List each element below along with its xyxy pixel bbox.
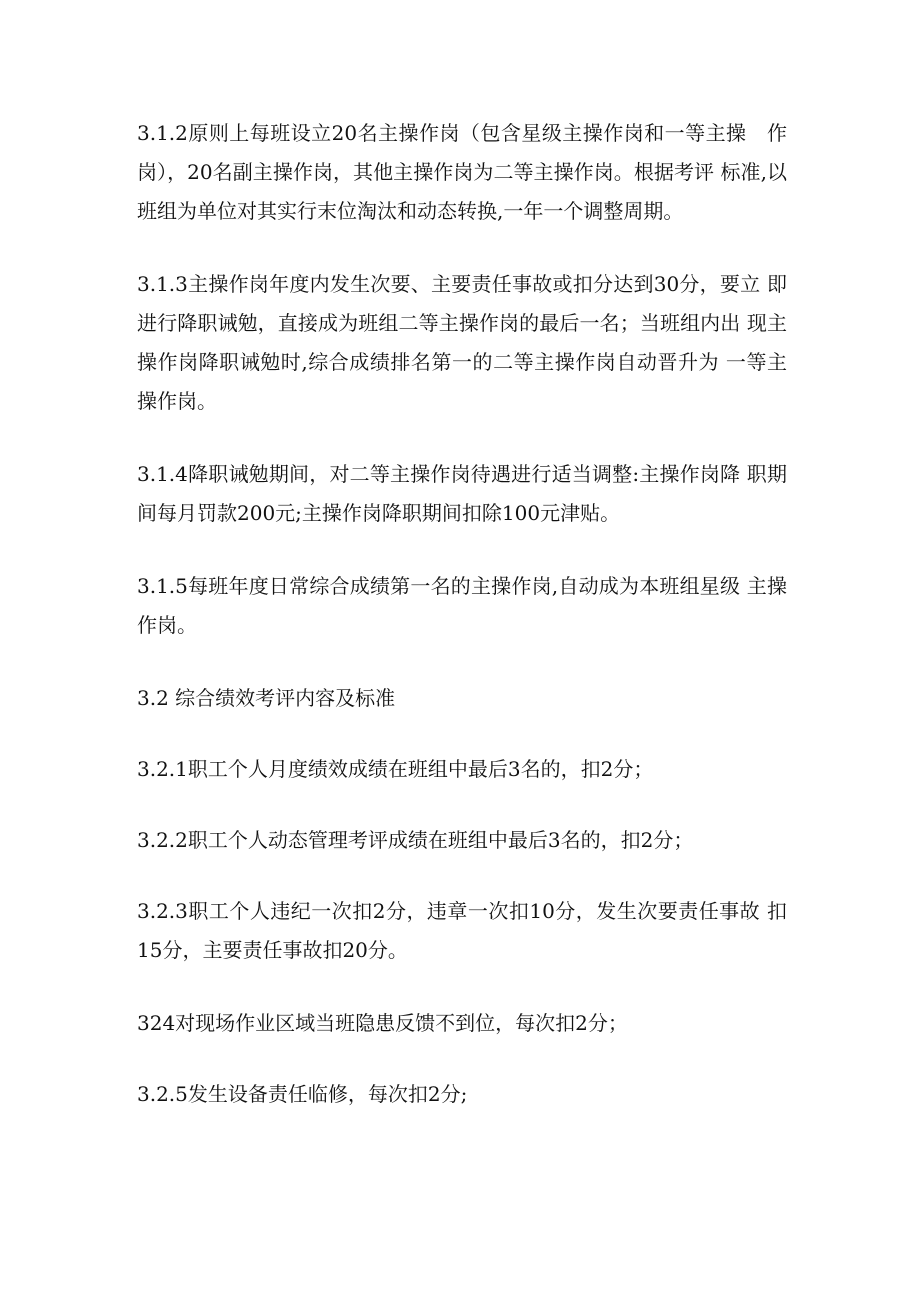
paragraph-3-1-5: 3.1.5每班年度日常综合成绩第一名的主操作岗,自动成为本班组星级 主操作岗。 xyxy=(137,574,787,637)
paragraph-3-2-1: 3.2.1职工个人月度绩效成绩在班组中最后3名的，扣2分； xyxy=(137,757,654,781)
section-heading-3-2: 3.2 综合绩效考评内容及标准 xyxy=(137,686,396,710)
paragraph-3-2-3: 3.2.3职工个人违纪一次扣2分，违章一次扣10分，发生次要责任事故 扣15分，主要责任事故扣20分。 xyxy=(137,899,787,962)
paragraph-3-1-3: 3.1.3主操作岗年度内发生次要、主要责任事故或扣分达到30分，要立 即进行降职诫勉，直接成为班组二等主操作岗的最后一名；当班组内出 现主操作岗降职诫勉时,综合成绩排名第一的二等主操作岗自动晋升为 一等主操作岗。 xyxy=(137,272,787,413)
paragraph-3-2-5: 3.2.5发生设备责任临修，每次扣2分; xyxy=(137,1082,468,1106)
document-body xyxy=(137,114,787,1146)
paragraph-3-1-4: 3.1.4降职诫勉期间，对二等主操作岗待遇进行适当调整:主操作岗降 职期间每月罚款200元;主操作岗降职期间扣除100元津贴。 xyxy=(137,462,787,525)
paragraph-3-2-4: 324对现场作业区域当班隐患反馈不到位，每次扣2分； xyxy=(137,1011,628,1035)
paragraph-3-1-2: 3.1.2原则上每班设立20名主操作岗（包含星级主操作岗和一等主操 作岗），20名副主操作岗，其他主操作岗为二等主操作岗。根据考评 标准,以班组为单位对其实行末位淘汰和动态转换,一年一个调整周期。 xyxy=(137,121,787,223)
paragraph-3-2-2: 3.2.2职工个人动态管理考评成绩在班组中最后3名的，扣2分； xyxy=(137,828,694,852)
